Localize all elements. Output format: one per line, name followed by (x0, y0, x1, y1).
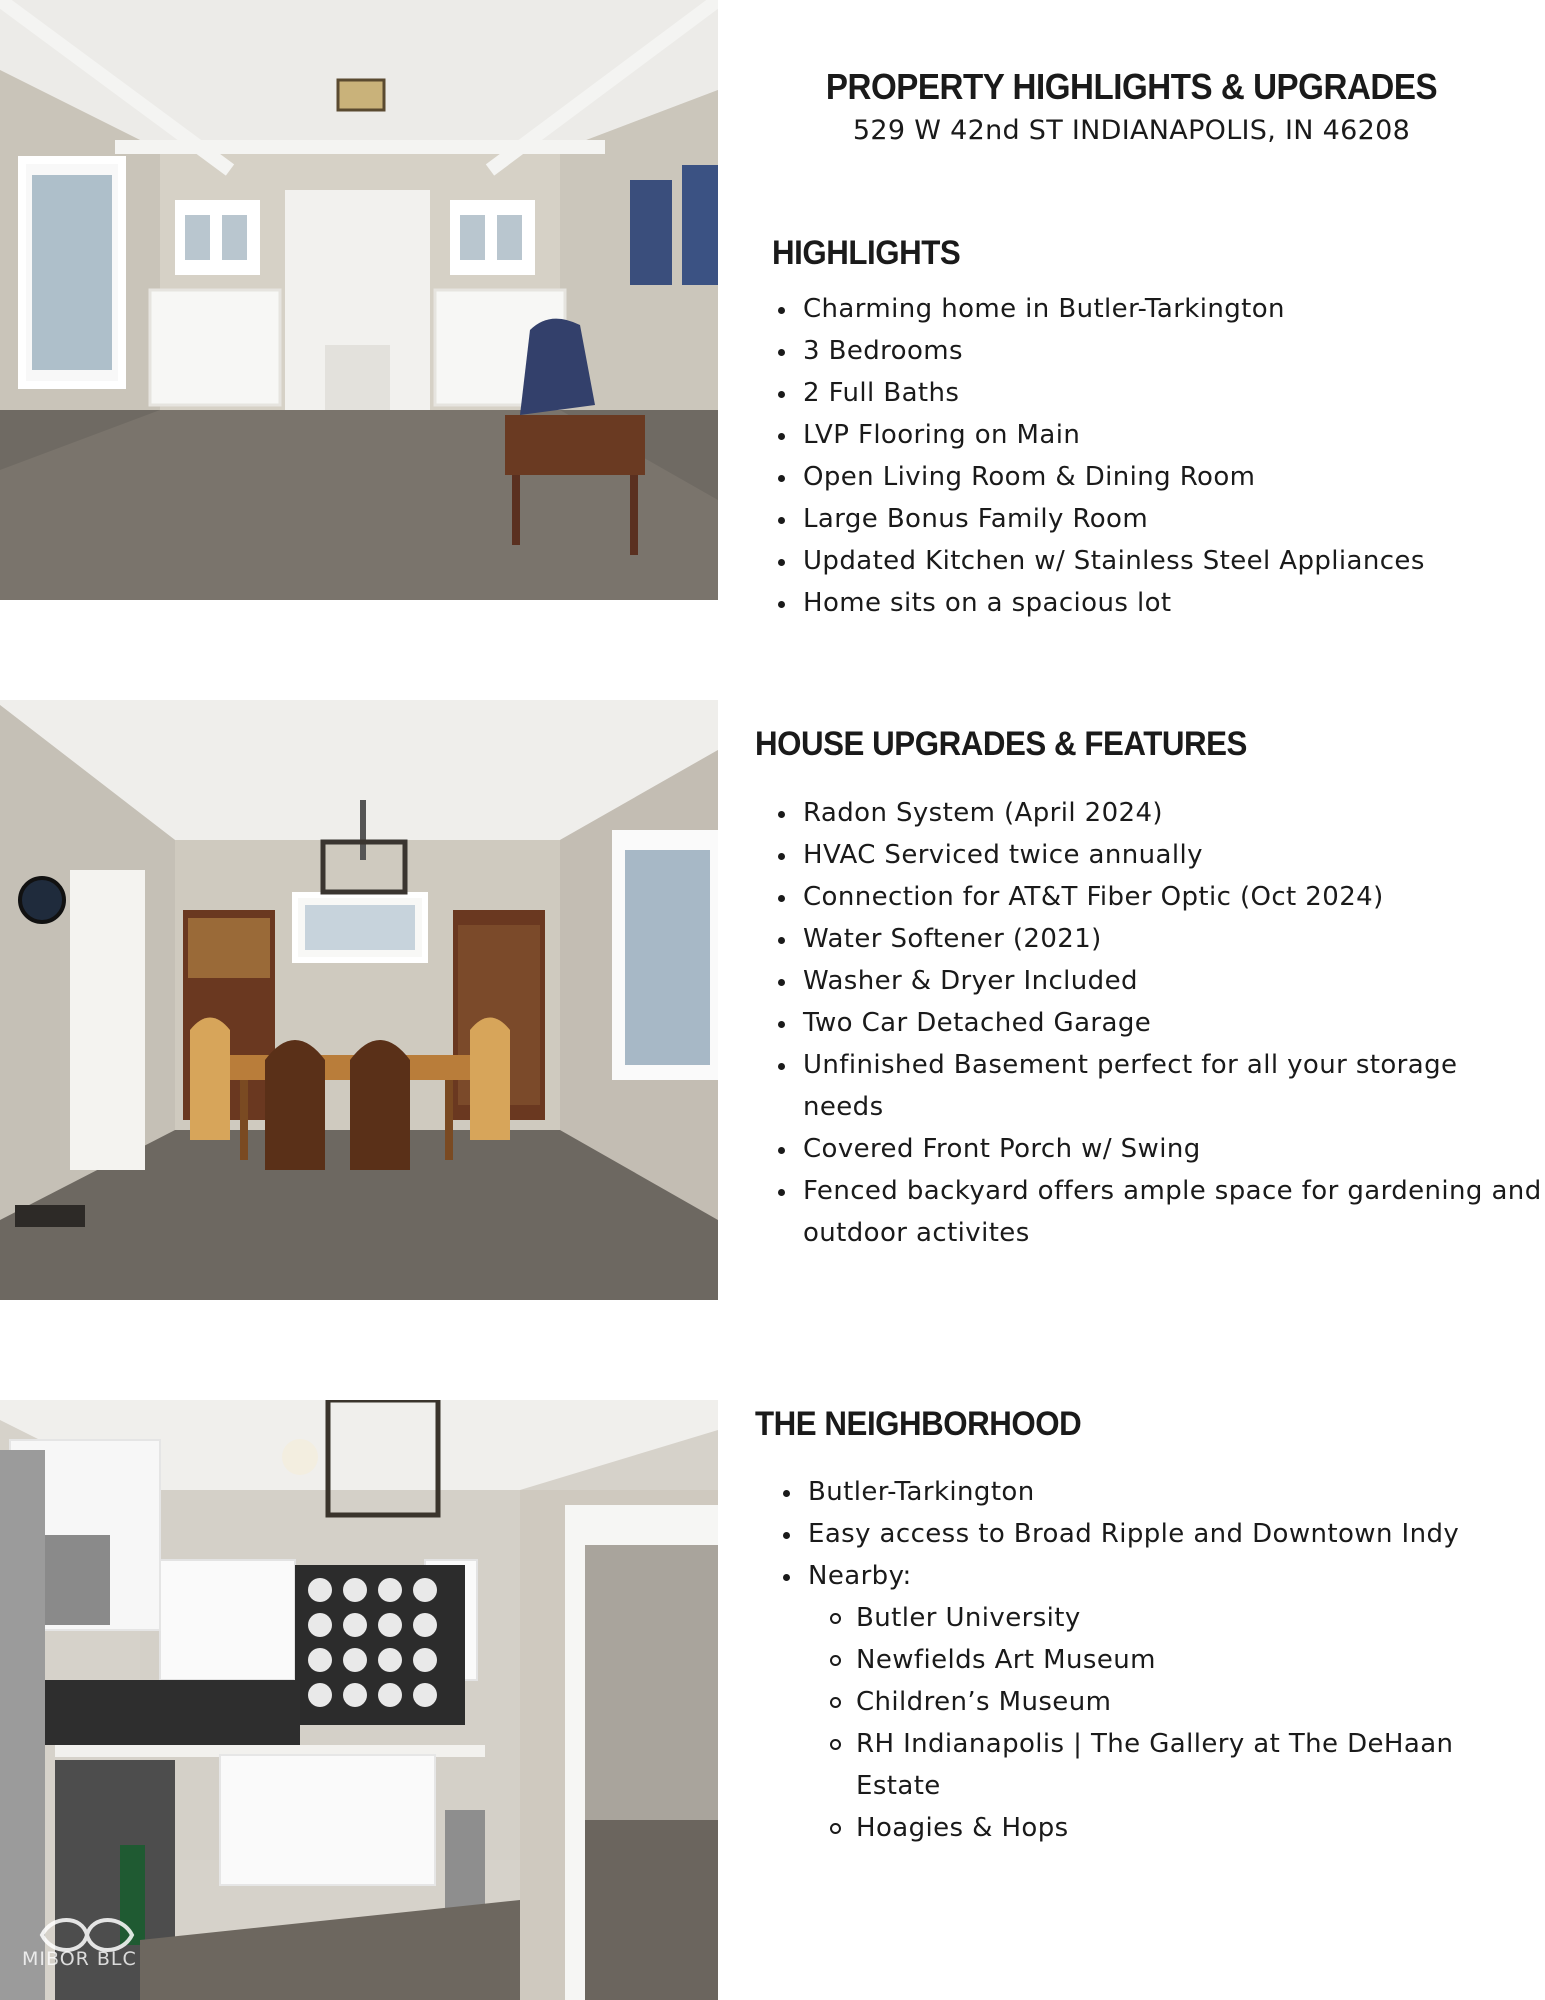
list-item: Children’s Museum (826, 1681, 1528, 1723)
list-item: Newfields Art Museum (826, 1639, 1528, 1681)
list-item: Washer & Dryer Included (773, 960, 1533, 1002)
list-item: Two Car Detached Garage (773, 1002, 1533, 1044)
list-item: Large Bonus Family Room (773, 498, 1523, 540)
list-item: Butler-Tarkington (778, 1471, 1528, 1513)
page-title: PROPERTY HIGHLIGHTS & UPGRADES (825, 66, 1438, 107)
neighborhood-list (778, 1471, 1528, 1849)
neighborhood-heading: THE NEIGHBORHOOD (755, 1405, 1082, 1443)
living-room-photo (0, 0, 718, 600)
highlights-heading: HIGHLIGHTS (772, 234, 961, 272)
list-item: Unfinished Basement perfect for all your storage needs (773, 1044, 1493, 1128)
list-item: RH Indianapolis | The Gallery at The DeHaan Estate (826, 1723, 1528, 1807)
list-item: Fenced backyard offers ample space for gardening and outdoor activites (773, 1170, 1543, 1254)
list-item: Updated Kitchen w/ Stainless Steel Appliances (773, 540, 1523, 582)
list-item: Water Softener (2021) (773, 918, 1533, 960)
list-item: Butler University (826, 1597, 1528, 1639)
list-item: 3 Bedrooms (773, 330, 1523, 372)
list-item: Easy access to Broad Ripple and Downtown Indy (778, 1513, 1528, 1555)
list-item: Home sits on a spacious lot (773, 582, 1523, 624)
dining-room-photo (0, 700, 718, 1300)
list-item: Radon System (April 2024) (773, 792, 1533, 834)
watermark-label: MIBOR BLC (22, 1948, 137, 1970)
list-item: Hoagies & Hops (826, 1807, 1528, 1849)
property-address: 529 W 42nd ST INDIANAPOLIS, IN 46208 (852, 115, 1411, 146)
list-item: 2 Full Baths (773, 372, 1523, 414)
nearby-label: Nearby: (808, 1561, 912, 1591)
mibor-logo-icon (22, 1900, 152, 1990)
list-item: LVP Flooring on Main (773, 414, 1523, 456)
list-item: Open Living Room & Dining Room (773, 456, 1523, 498)
list-item: Covered Front Porch w/ Swing (773, 1128, 1533, 1170)
upgrades-list (773, 792, 1542, 1254)
dining-room-illustration (0, 700, 718, 1300)
list-item: HVAC Serviced twice annually (773, 834, 1533, 876)
nearby-list (808, 1597, 1528, 1849)
upgrades-heading: HOUSE UPGRADES & FEATURES (755, 725, 1247, 763)
list-item: Connection for AT&T Fiber Optic (Oct 2024) (773, 876, 1533, 918)
living-room-illustration (0, 0, 718, 600)
list-item: Charming home in Butler-Tarkington (773, 288, 1523, 330)
highlights-list (773, 288, 1523, 624)
list-item (778, 1555, 1528, 1849)
